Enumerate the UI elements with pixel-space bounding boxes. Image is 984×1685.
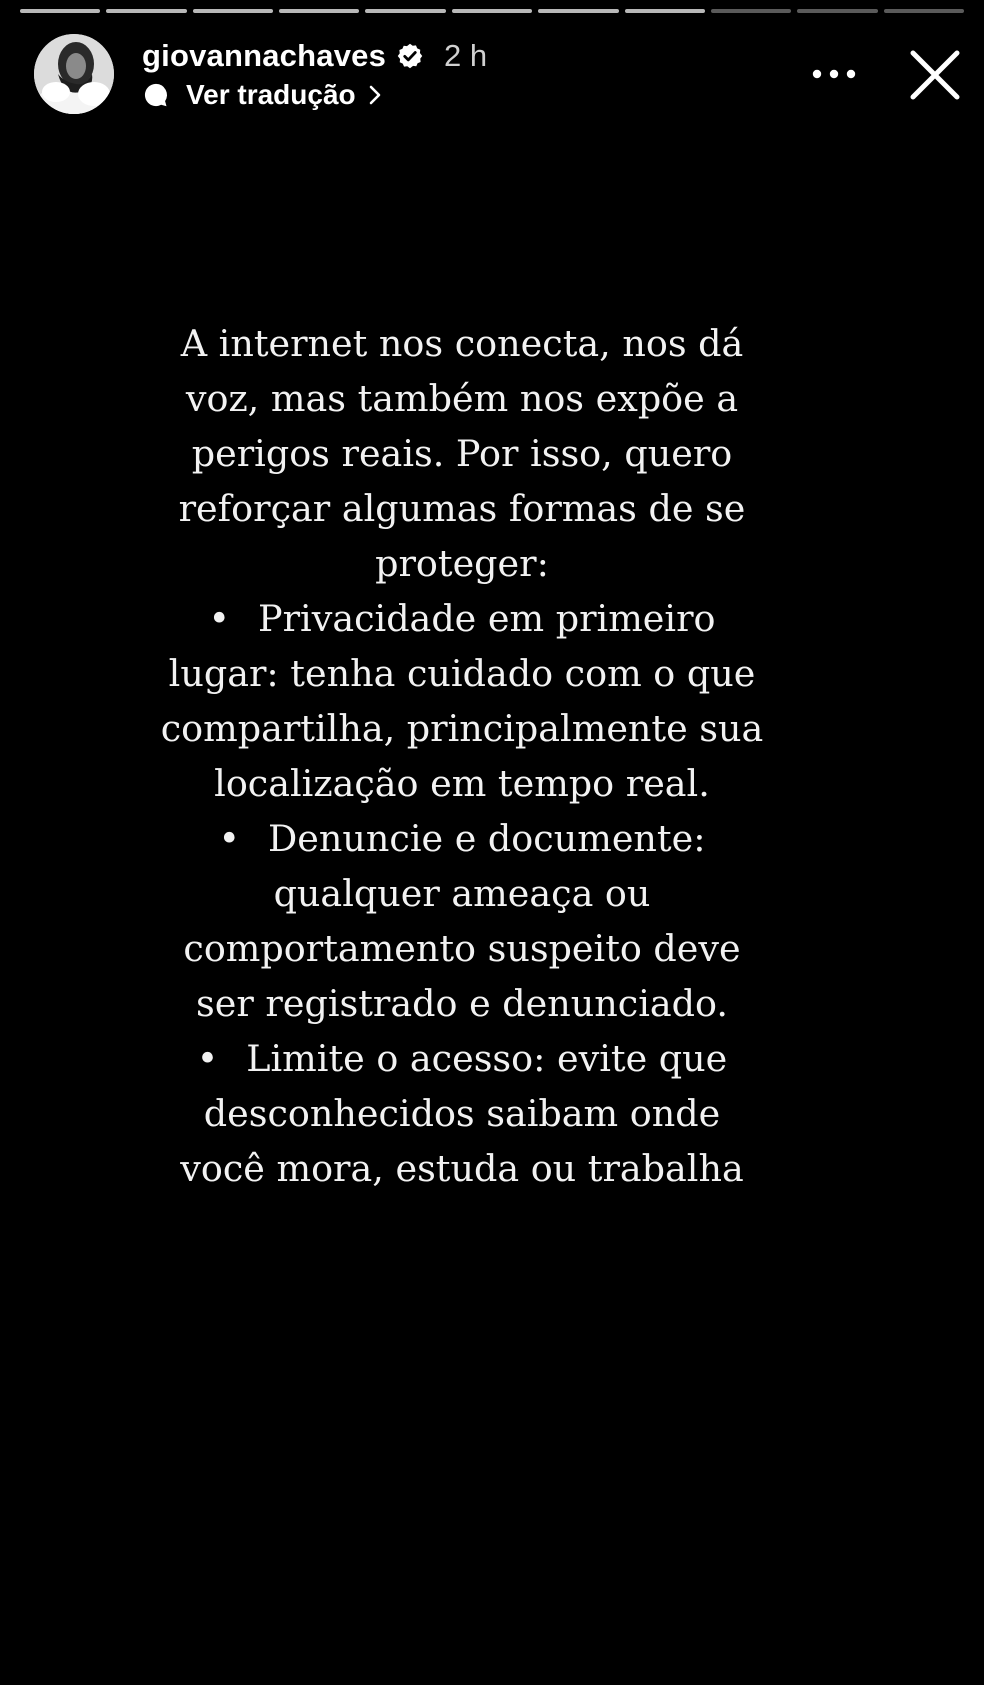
story-progress-segment	[365, 9, 445, 13]
story-text	[160, 316, 764, 1196]
chevron-right-icon	[368, 84, 382, 106]
translate-button[interactable]	[142, 78, 382, 112]
story-progress-segment	[538, 9, 618, 13]
story-progress-segment	[711, 9, 791, 13]
bullet-marker: •	[208, 597, 231, 640]
translate-icon	[142, 81, 170, 109]
more-horizontal-icon	[812, 69, 856, 79]
bullet-text: Privacidade em primeiro lugar: tenha cuidado com o que compartilha, principalmente sua localização em tempo real.	[160, 597, 764, 805]
close-button[interactable]	[905, 45, 965, 105]
story-progress-segment	[625, 9, 705, 13]
story-progress-segment	[797, 9, 877, 13]
story-progress-segment	[279, 9, 359, 13]
avatar-image	[34, 34, 114, 114]
story-progress-segment	[452, 9, 532, 13]
bullet-text: Denuncie e documente: qualquer ameaça ou comportamento suspeito deve ser registrado e denunciado.	[183, 817, 741, 1025]
more-options-button[interactable]	[808, 56, 860, 92]
story-header	[142, 33, 487, 79]
username[interactable]: giovannachaves	[142, 38, 387, 73]
story-progress-segment	[884, 9, 964, 13]
bullet-marker: •	[218, 817, 241, 860]
story-progress-segment	[193, 9, 273, 13]
story-bullet	[160, 811, 764, 1031]
story-progress-bar	[20, 9, 964, 13]
story-progress-segment	[106, 9, 186, 13]
close-icon	[909, 49, 961, 101]
story-bullet	[160, 1031, 764, 1196]
story-timestamp: 2 h	[444, 38, 488, 73]
story-progress-segment	[20, 9, 100, 13]
verified-badge-icon	[396, 42, 424, 70]
story-intro: A internet nos conecta, nos dá voz, mas também nos expõe a perigos reais. Por isso, quero reforçar algumas formas de se proteger:	[178, 322, 746, 585]
avatar[interactable]	[34, 34, 114, 114]
bullet-text: Limite o acesso: evite que desconhecidos saibam onde você mora, estuda ou trabalha	[180, 1037, 744, 1190]
bullet-marker: •	[196, 1037, 219, 1080]
story-bullet	[160, 591, 764, 811]
translate-label: Ver tradução	[186, 79, 356, 110]
